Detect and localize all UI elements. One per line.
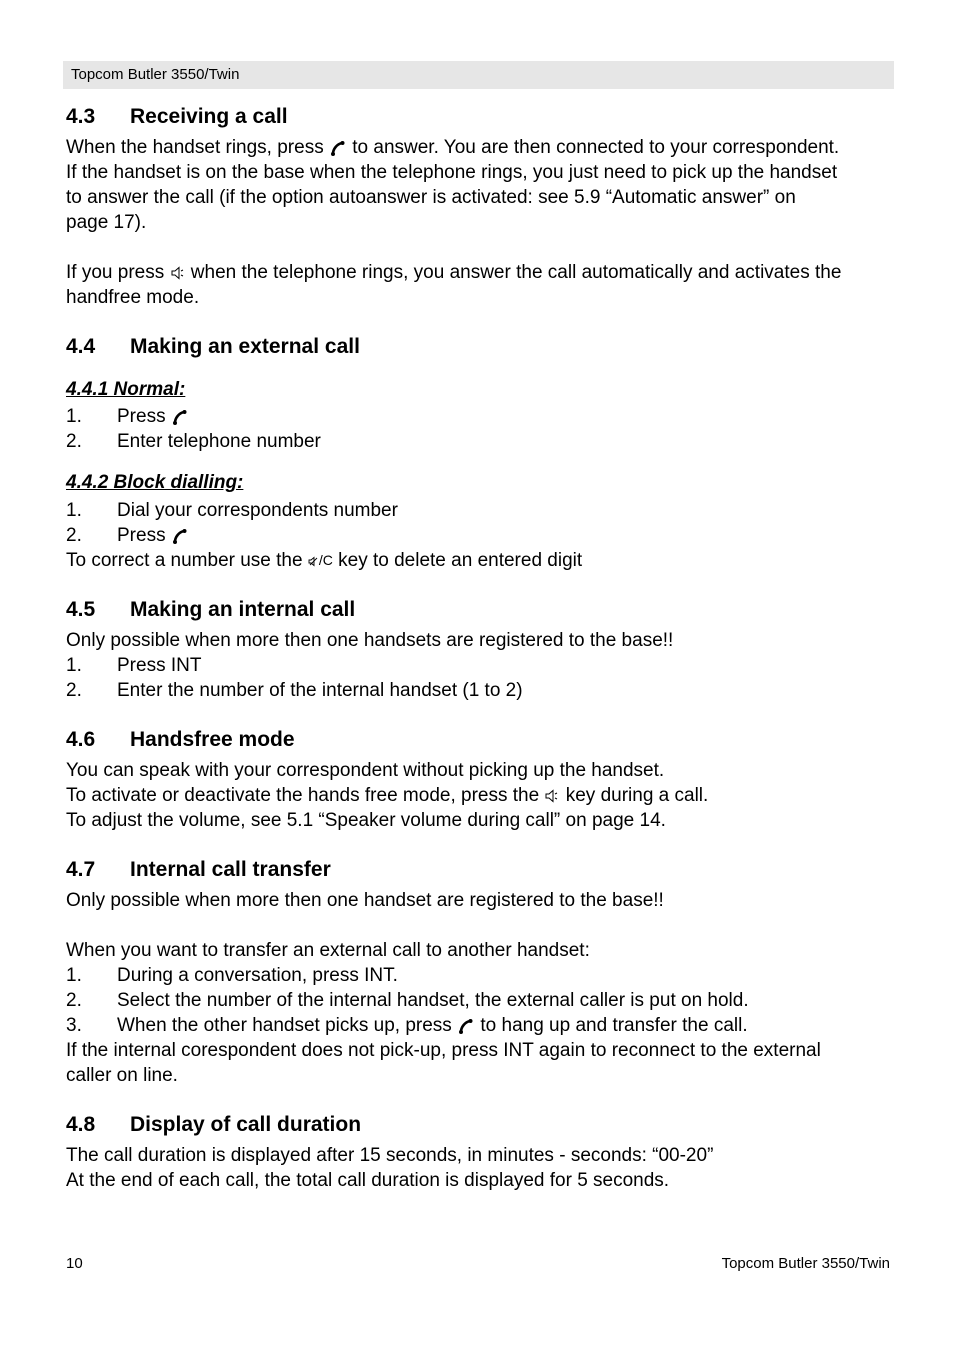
- section-heading-4-6: 4.6 Handsfree mode: [66, 728, 295, 752]
- header-title: Topcom Butler 3550/Twin: [71, 66, 240, 83]
- paragraph: The call duration is displayed after 15 seconds, in minutes - seconds: “00-20”: [66, 1145, 714, 1167]
- paragraph: To adjust the volume, see 5.1 “Speaker volume during call” on page 14.: [66, 810, 666, 832]
- paragraph: page 17).: [66, 212, 147, 233]
- paragraph: To activate or deactivate the hands free mode, press the key during a call.: [66, 785, 709, 807]
- subsection-heading-4-4-1: 4.4.1 Normal:: [66, 379, 186, 400]
- paragraph: If the internal corespondent does not pick-up, press INT again to reconnect to the external: [66, 1040, 821, 1062]
- list-item: 2. Select the number of the internal handset, the external caller is put on hold.: [66, 990, 749, 1012]
- section-heading-4-3: 4.3 Receiving a call: [66, 105, 288, 128]
- paragraph: If the handset is on the base when the telephone rings, you just need to pick up the handset: [66, 162, 838, 183]
- mute-clear-key-icon: /C: [308, 548, 333, 573]
- phone-handset-icon: [171, 527, 189, 545]
- phone-handset-icon: [171, 408, 189, 426]
- speaker-icon: [544, 788, 560, 804]
- list-item: 1. During a conversation, press INT.: [66, 965, 398, 987]
- paragraph: At the end of each call, the total call duration is displayed for 5 seconds.: [66, 1170, 670, 1192]
- page-header: [63, 61, 894, 89]
- paragraph: When the handset rings, press to answer. You are then connected to your correspondent.: [66, 137, 840, 158]
- page-number: 10: [66, 1255, 83, 1272]
- list-item: 1. Dial your correspondents number: [66, 500, 398, 521]
- paragraph: If you press when the telephone rings, you answer the call automatically and activates the: [66, 262, 842, 283]
- subsection-heading-4-4-2: 4.4.2 Block dialling:: [66, 472, 244, 493]
- paragraph: When you want to transfer an external call to another handset:: [66, 940, 590, 962]
- phone-handset-icon: [457, 1017, 475, 1035]
- paragraph: to answer the call (if the option autoanswer is activated: see 5.9 “Automatic answer” on: [66, 187, 796, 208]
- section-heading-4-7: 4.7 Internal call transfer: [66, 858, 331, 882]
- phone-handset-icon: [329, 139, 347, 157]
- section-heading-4-5: 4.5 Making an internal call: [66, 598, 356, 622]
- list-item: 2. Enter telephone number: [66, 431, 321, 452]
- list-item: 2. Enter the number of the internal handset (1 to 2): [66, 680, 523, 702]
- paragraph: To correct a number use the /C key to delete an entered digit: [66, 548, 896, 573]
- paragraph: You can speak with your correspondent without picking up the handset.: [66, 760, 665, 782]
- section-heading-4-4: 4.4 Making an external call: [66, 335, 360, 358]
- list-item: 3. When the other handset picks up, press to hang up and transfer the call.: [66, 1015, 748, 1037]
- list-item: 1. Press INT: [66, 655, 202, 677]
- paragraph: handfree mode.: [66, 287, 200, 308]
- speaker-icon: [170, 265, 186, 281]
- list-item: 2. Press: [66, 523, 896, 548]
- list-item: 1. Press: [66, 404, 896, 429]
- paragraph: caller on line.: [66, 1065, 178, 1087]
- paragraph: Only possible when more then one handsets are registered to the base!!: [66, 630, 674, 652]
- footer-product: Topcom Butler 3550/Twin: [721, 1255, 890, 1272]
- section-heading-4-8: 4.8 Display of call duration: [66, 1113, 362, 1137]
- paragraph: Only possible when more then one handset are registered to the base!!: [66, 890, 664, 912]
- page-content: [66, 104, 896, 1193]
